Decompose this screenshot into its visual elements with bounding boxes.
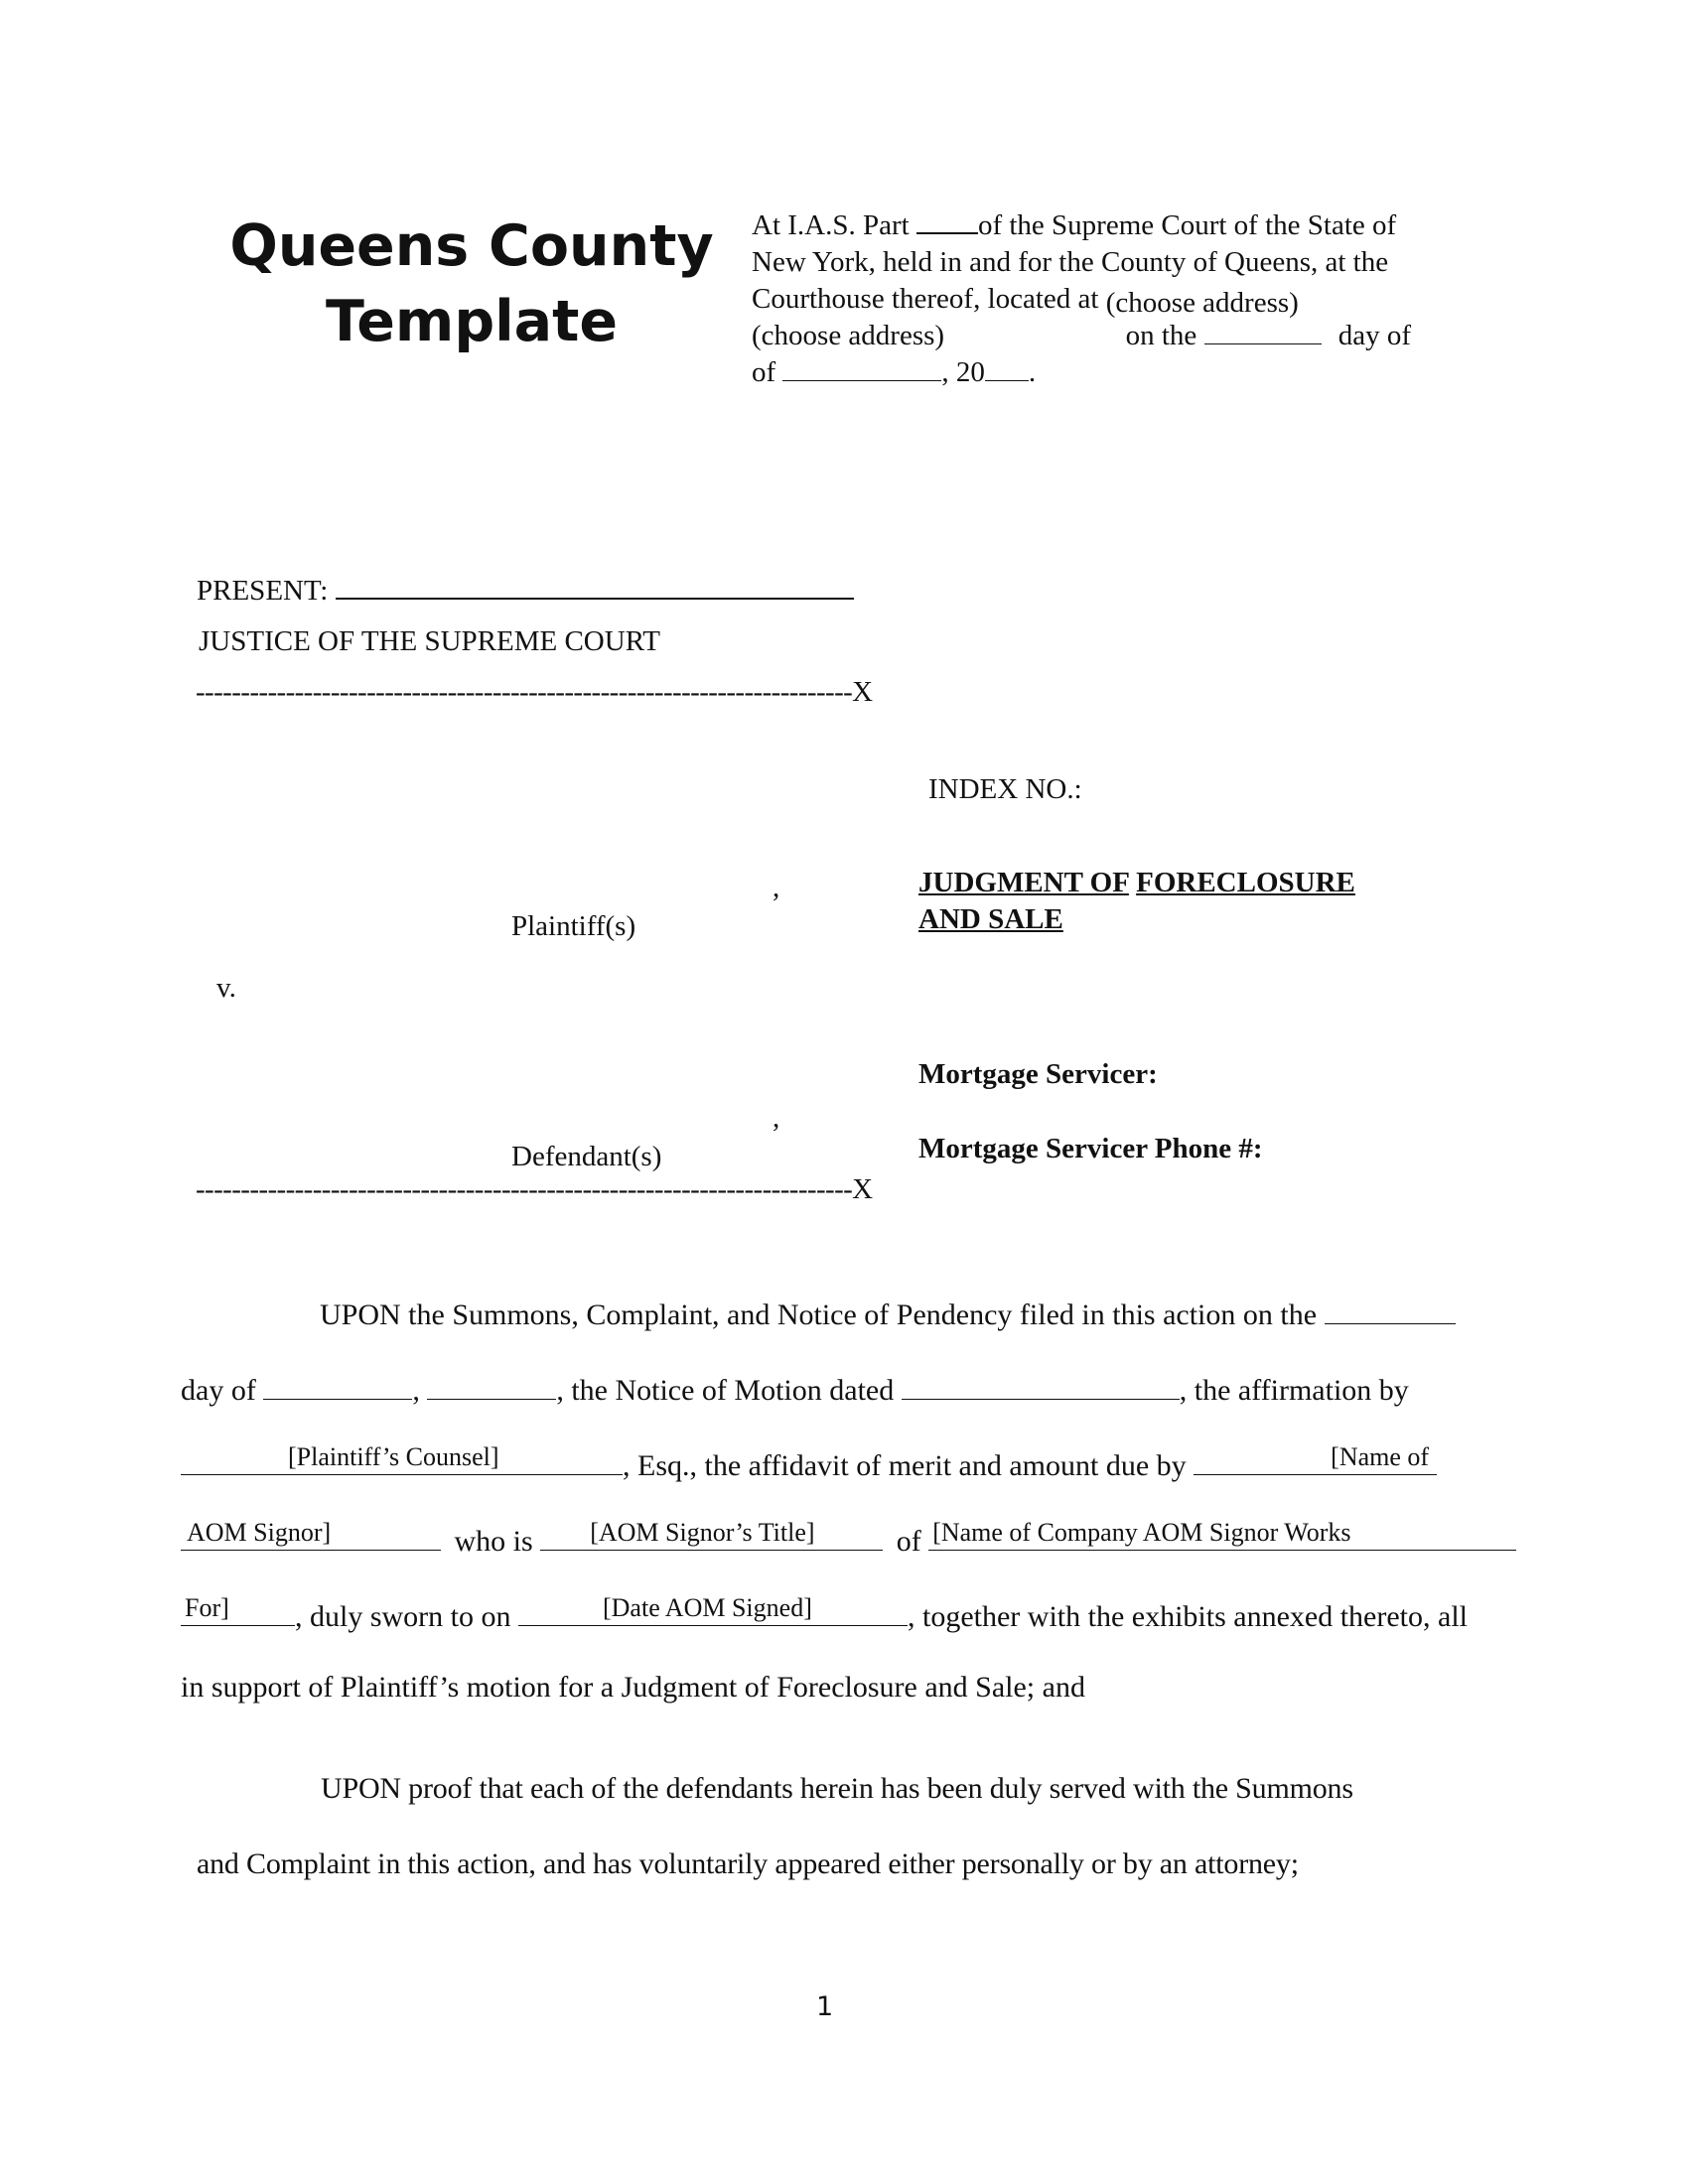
body-p1-line-4: AOM Signor] who is [AOM Signor’s Title] of [Name of Company AOM Signor Works (181, 1520, 1516, 1559)
aom-signed-date-field[interactable]: [Date AOM Signed] (518, 1595, 908, 1626)
body-p1-line-5: For] , duly sworn to on [Date AOM Signed] , together with the exhibits annexed thereto, all (181, 1595, 1468, 1634)
court-line-3: Courthouse thereof, located at (choose address) (752, 283, 1299, 319)
filed-day-blank[interactable] (1325, 1294, 1456, 1324)
court-line-1: At I.A.S. Part of the Supreme Court of the State of (752, 209, 1397, 241)
justice-title: JUSTICE OF THE SUPREME COURT (199, 625, 661, 657)
aom-signor-name-cont[interactable]: AOM Signor] (181, 1520, 441, 1551)
part-blank[interactable] (916, 208, 978, 234)
body-p1-line-1: UPON the Summons, Complaint, and Notice of Pendency filed in this action on the (320, 1294, 1456, 1332)
page-number: 1 (816, 1991, 834, 2022)
defendant-label: Defendant(s) (511, 1141, 662, 1172)
body-p1-line-3: [Plaintiff’s Counsel] , Esq., the affidavit of merit and amount due by [Name of (181, 1444, 1437, 1483)
versus-label: v. (216, 972, 236, 1004)
court-line-5: of , 20 . (752, 356, 1037, 388)
filed-month-blank[interactable] (263, 1369, 412, 1400)
address-dropdown-2[interactable]: (choose address) (752, 320, 945, 351)
address-dropdown-1[interactable]: (choose address) (1105, 287, 1299, 319)
body-p2-line-2: and Complaint in this action, and has voluntarily appeared either personally or by an attorney; (197, 1847, 1299, 1880)
motion-date-blank[interactable] (902, 1369, 1180, 1400)
present-line: PRESENT: (197, 574, 854, 608)
body-p1-line-2: day of , , the Notice of Motion dated , the affirmation by (181, 1369, 1409, 1408)
template-title (213, 208, 730, 359)
court-venue-block (752, 207, 1467, 391)
year-blank[interactable] (985, 356, 1029, 381)
document-title: JUDGMENT OF FORECLOSURE AND SALE (918, 867, 1355, 935)
defendant-comma: , (773, 1102, 780, 1134)
body-p2-line-1: UPON proof that each of the defendants herein has been duly served with the Summons (321, 1772, 1353, 1805)
aom-company-cont[interactable]: For] (181, 1595, 295, 1626)
title-line-2: Template (325, 289, 619, 354)
day-blank[interactable] (1204, 320, 1322, 344)
filed-year-blank[interactable] (427, 1369, 556, 1400)
plaintiff-label: Plaintiff(s) (511, 910, 636, 942)
court-line-4: (choose address) on the day of (752, 320, 1412, 351)
aom-signor-name-field[interactable]: [Name of (1194, 1444, 1437, 1475)
plaintiff-comma: , (773, 872, 780, 903)
month-blank[interactable] (782, 356, 941, 381)
mortgage-servicer-label: Mortgage Servicer: (918, 1058, 1158, 1090)
aom-company-field[interactable]: [Name of Company AOM Signor Works (928, 1520, 1516, 1551)
index-number-label: INDEX NO.: (928, 773, 1082, 805)
aom-signor-title-field[interactable]: [AOM Signor’s Title] (540, 1520, 883, 1551)
court-line-2: New York, held in and for the County of Queens, at the (752, 246, 1389, 278)
body-p1-line-6: in support of Plaintiff’s motion for a Judgment of Foreclosure and Sale; and (181, 1671, 1085, 1704)
counsel-field[interactable]: [Plaintiff’s Counsel] (181, 1444, 623, 1475)
mortgage-servicer-phone-label: Mortgage Servicer Phone #: (918, 1133, 1263, 1164)
title-line-1: Queens County (229, 213, 714, 279)
justice-name-blank[interactable] (336, 574, 854, 600)
caption-divider-top: -------------------------------------------------------------------------X (196, 676, 873, 708)
caption-divider-bottom: -------------------------------------------------------------------------X (196, 1173, 873, 1205)
